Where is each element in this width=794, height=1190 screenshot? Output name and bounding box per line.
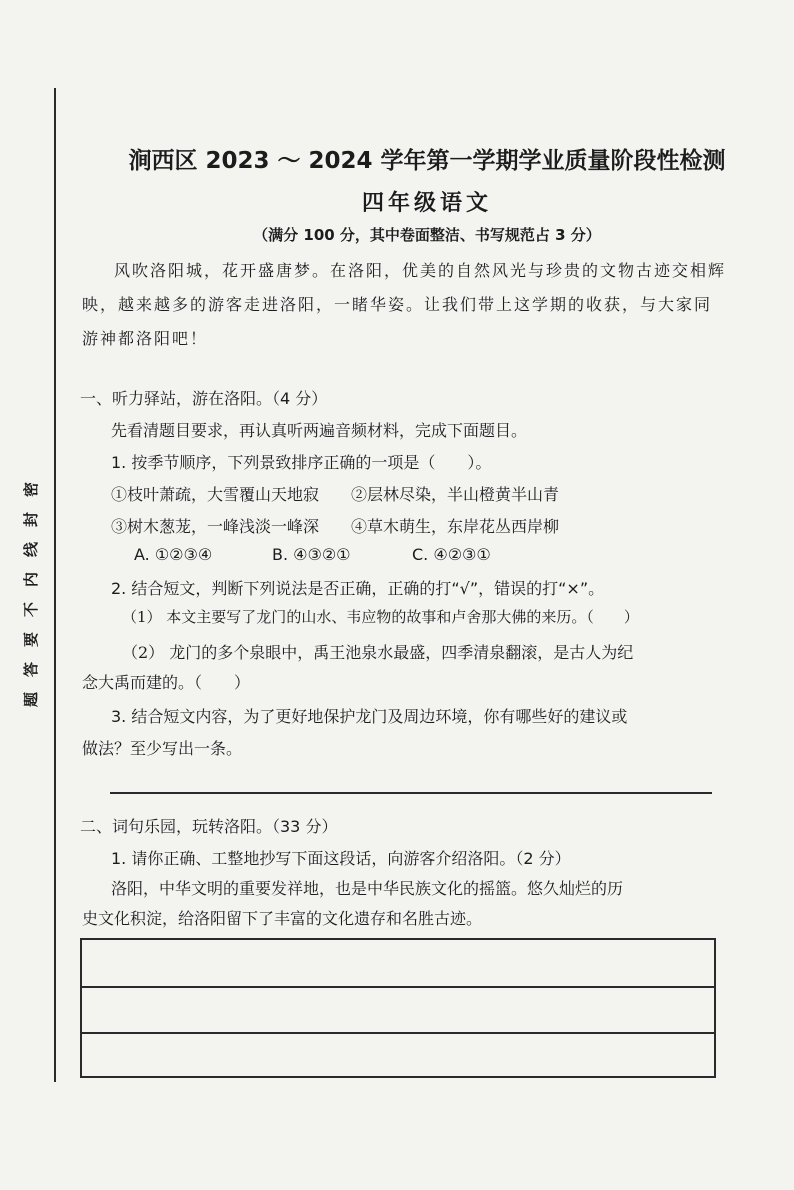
section-2-heading: 二、词句乐园，玩转洛阳。（33 分） (80, 817, 338, 836)
answer-line[interactable] (110, 792, 712, 794)
intro-paragraph: 风吹洛阳城，花开盛唐梦。在洛阳，优美的自然风光与珍贵的文物古迹交相辉映，越来越多的游客走进洛阳，一睹华姿。让我们带上这学期的收获，与大家同游神都洛阳吧！ (82, 261, 727, 348)
writing-row-divider (82, 1032, 714, 1034)
choice-c: C. ④②③① (412, 545, 491, 564)
question-1-options-line-1: ①枝叶萧疏，大雪覆山天地寂 ②层林尽染，半山橙黄半山青 (111, 485, 560, 504)
section-1-heading: 一、听力驿站，游在洛阳。（4 分） (80, 389, 328, 408)
choice-a: A. ①②③④ (134, 545, 213, 564)
question-3-line-1: 3. 结合短文内容，为了更好地保护龙门及周边环境，你有哪些好的建议或 (111, 707, 628, 726)
seal-char: 封 (22, 511, 41, 528)
seal-char: 题 (22, 691, 41, 708)
seal-char: 要 (22, 631, 41, 648)
question-2-stem: 2. 结合短文，判断下列说法是否正确，正确的打“√”，错误的打“×”。 (111, 579, 605, 598)
seal-char: 内 (22, 571, 41, 588)
question-1-stem: 1. 按季节顺序，下列景致排序正确的一项是（ ）。 (111, 453, 492, 472)
question-2-item-2-line-1: （2） 龙门的多个泉眼中，禹王池泉水最盛，四季清泉翻滚，是古人为纪 (122, 643, 634, 662)
seal-char: 答 (22, 661, 41, 678)
writing-row-divider (82, 986, 714, 988)
seal-char: 密 (22, 481, 41, 498)
exam-title: 涧西区 2023 ～ 2024 学年第一学期学业质量阶段性检测 (128, 148, 726, 174)
binding-margin-line (54, 88, 56, 1082)
section-2-question-1-stem: 1. 请你正确、工整地抄写下面这段话，向游客介绍洛阳。（2 分） (111, 849, 571, 868)
passage-line-1: 洛阳，中华文明的重要发祥地，也是中华民族文化的摇篮。悠久灿烂的历 (111, 879, 624, 898)
seal-char: 线 (22, 541, 41, 558)
exam-subtitle: 四年级语文 (361, 191, 492, 216)
passage-line-2: 史文化积淀，给洛阳留下了丰富的文化遗存和名胜古迹。 (82, 909, 483, 928)
section-1-instruction: 先看清题目要求，再认真听两遍音频材料，完成下面题目。 (111, 421, 528, 440)
seal-char: 不 (22, 601, 41, 618)
seal-line-notice (20, 482, 44, 722)
question-1-options-line-2: ③树木葱茏，一峰浅淡一峰深 ④草木萌生，东岸花丛西岸柳 (111, 517, 560, 536)
choice-b: B. ④③②① (272, 545, 351, 564)
question-3-line-2: 做法？至少写出一条。 (82, 739, 243, 758)
question-2-item-1: （1） 本文主要写了龙门的山水、韦应物的故事和卢舍那大佛的来历。（ ） (122, 608, 639, 626)
copy-writing-box[interactable] (80, 938, 716, 1078)
score-note: （满分 100 分，其中卷面整洁、书写规范占 3 分） (253, 226, 601, 244)
question-2-item-2-line-2: 念大禹而建的。（ ） (82, 673, 251, 692)
